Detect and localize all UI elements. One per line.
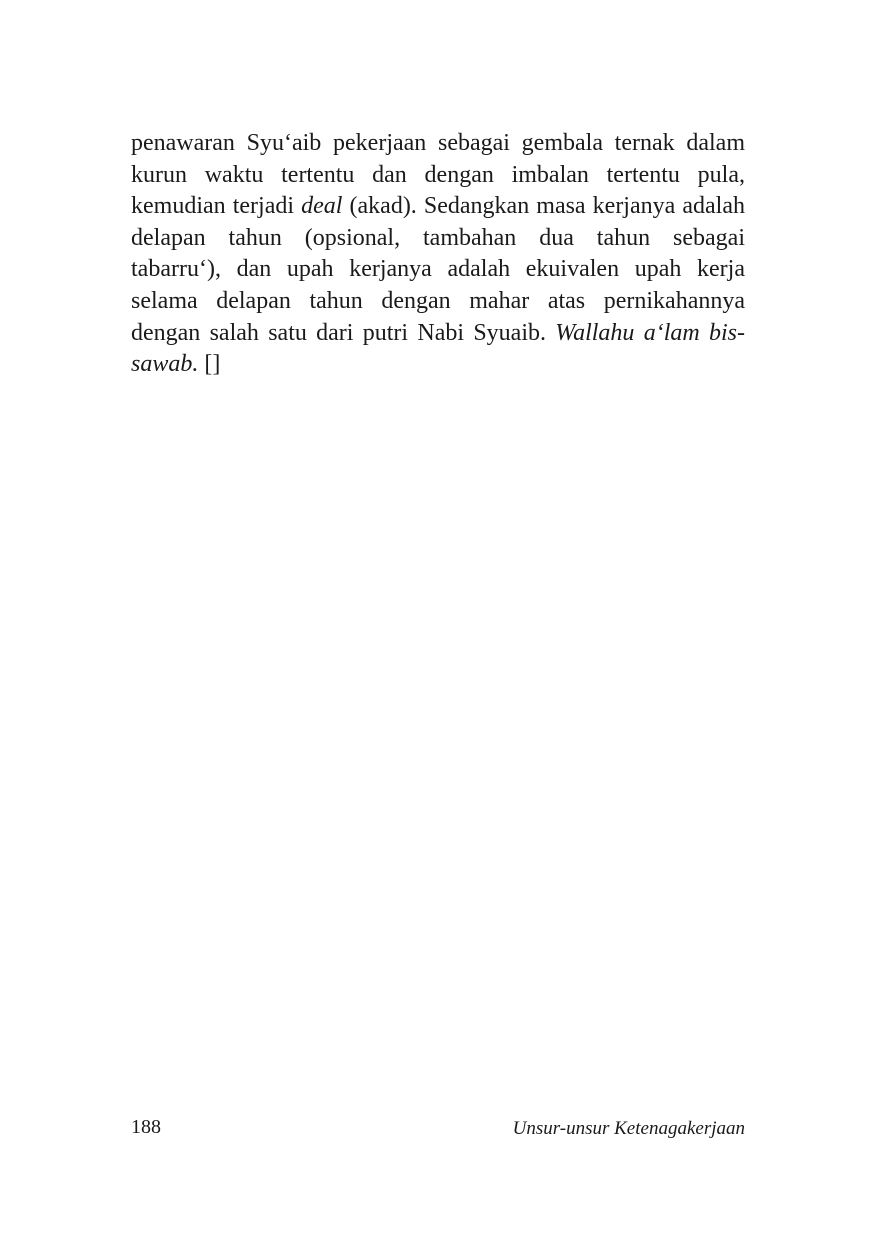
text-segment: kurun waktu tertentu dan dengan imbalan tertentu pula, (131, 161, 745, 188)
paragraph-line (131, 286, 745, 318)
paragraph-line (131, 254, 745, 286)
page-number: 188 (131, 1116, 161, 1138)
italic-text-segment: deal (301, 193, 343, 220)
paragraph-line (131, 191, 745, 223)
paragraph-line (131, 128, 745, 160)
text-segment: penawaran Syu‘aib pekerjaan sebagai gembala ternak dalam (131, 130, 745, 156)
text-segment: selama delapan tahun dengan mahar atas pernikahannya (131, 287, 745, 314)
paragraph-line (131, 318, 745, 350)
page-footer (131, 1116, 745, 1144)
text-segment: delapan tahun (opsional, tambahan dua tahun sebagai (131, 224, 745, 251)
text-segment: (akad). Sedangkan masa kerjanya adalah (342, 193, 745, 220)
paragraph-line (131, 349, 745, 381)
text-segment: kemudian terjadi (131, 193, 302, 220)
body-paragraph (131, 128, 745, 381)
text-segment: tabarru‘), dan upah kerjanya adalah ekuivalen upah kerja (131, 256, 745, 283)
italic-text-segment: sawab. (131, 351, 199, 378)
running-title: Unsur-unsur Ketenagakerjaan (512, 1118, 745, 1139)
paragraph-line (131, 160, 745, 192)
text-segment: [] (198, 351, 221, 378)
text-segment: dengan salah satu dari putri Nabi Syuaib. (131, 319, 556, 346)
paragraph-line (131, 223, 745, 255)
italic-text-segment: Wallahu a‘lam bis- (555, 319, 745, 346)
